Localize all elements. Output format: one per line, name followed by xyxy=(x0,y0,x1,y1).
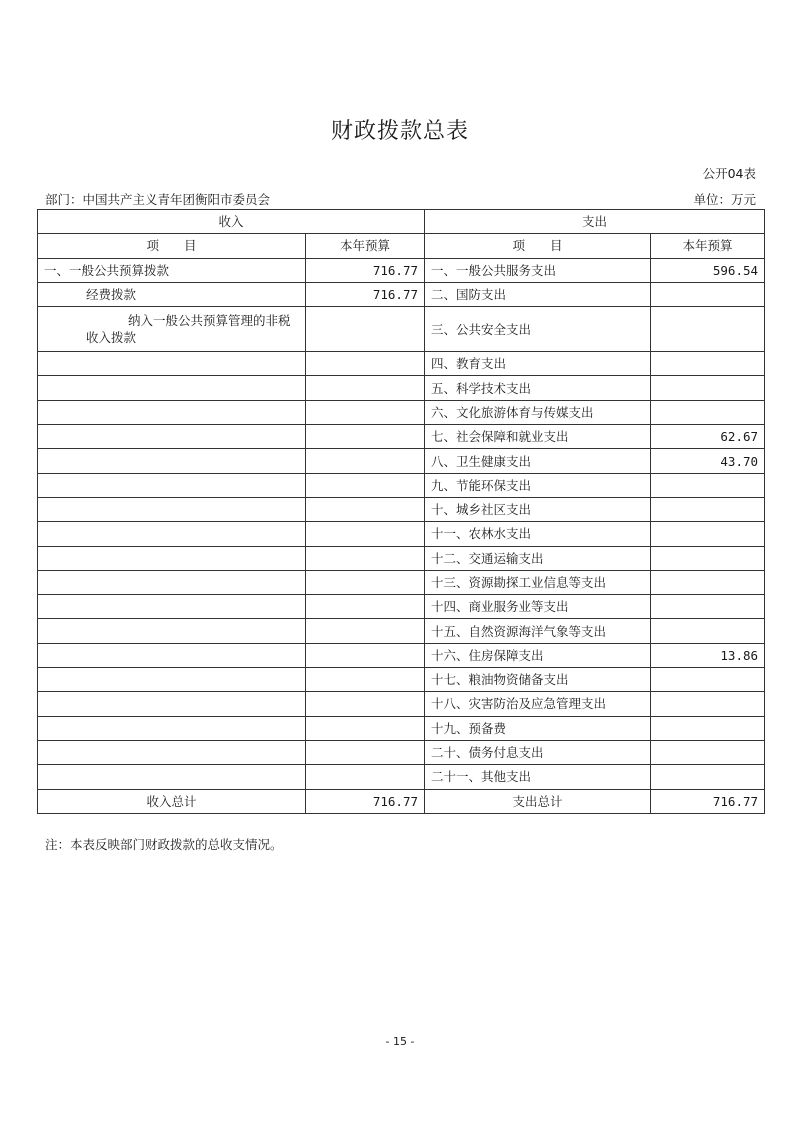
income-amount-cell xyxy=(306,595,425,619)
table-column-header-row xyxy=(38,234,765,258)
income-item-cell: 一、一般公共预算拨款 xyxy=(38,258,306,282)
expense-header: 支出 xyxy=(425,210,765,234)
department-label: 部门：中国共产主义青年团衡阳市委员会 xyxy=(45,192,271,207)
table-row xyxy=(38,765,765,789)
income-amount-cell xyxy=(306,765,425,789)
income-item-cell xyxy=(38,449,306,473)
expense-amount-cell xyxy=(651,497,765,521)
income-amount-cell xyxy=(306,425,425,449)
income-amount-cell xyxy=(306,522,425,546)
income-header: 收入 xyxy=(38,210,425,234)
table-row xyxy=(38,619,765,643)
expense-amount-cell: 43.70 xyxy=(651,449,765,473)
expense-item-cell: 八、卫生健康支出 xyxy=(425,449,651,473)
expense-item-cell: 十六、住房保障支出 xyxy=(425,643,651,667)
expense-item-cell: 十八、灾害防治及应急管理支出 xyxy=(425,692,651,716)
table-row xyxy=(38,282,765,306)
expense-amount-cell xyxy=(651,570,765,594)
expense-amount-cell xyxy=(651,522,765,546)
table-row xyxy=(38,668,765,692)
income-amount-cell: 716.77 xyxy=(306,282,425,306)
income-item-cell xyxy=(38,425,306,449)
table-row xyxy=(38,497,765,521)
table-row xyxy=(38,258,765,282)
income-amount-cell xyxy=(306,473,425,497)
income-amount-cell xyxy=(306,692,425,716)
income-item-header: 项 目 xyxy=(38,234,306,258)
expense-item-cell: 一、一般公共服务支出 xyxy=(425,258,651,282)
expense-amount-cell xyxy=(651,400,765,424)
expense-item-cell: 四、教育支出 xyxy=(425,352,651,376)
expense-amount-cell: 596.54 xyxy=(651,258,765,282)
income-amount-cell xyxy=(306,307,425,352)
total-row xyxy=(38,789,765,813)
expense-amount-cell xyxy=(651,716,765,740)
table-row xyxy=(38,522,765,546)
expense-amount-cell xyxy=(651,595,765,619)
income-item-cell xyxy=(38,352,306,376)
income-item-cell xyxy=(38,692,306,716)
expense-amount-cell xyxy=(651,546,765,570)
expense-amount-cell xyxy=(651,619,765,643)
expense-item-cell: 十三、资源勘探工业信息等支出 xyxy=(425,570,651,594)
table-row xyxy=(38,425,765,449)
expense-item-cell: 二、国防支出 xyxy=(425,282,651,306)
expense-item-cell: 二十、债务付息支出 xyxy=(425,740,651,764)
table-row xyxy=(38,400,765,424)
income-item-cell xyxy=(38,668,306,692)
income-item-cell xyxy=(38,740,306,764)
income-item-cell xyxy=(38,570,306,594)
form-number: 公开04表 xyxy=(702,166,756,181)
table-row xyxy=(38,595,765,619)
expense-amount-cell xyxy=(651,692,765,716)
page-title: 财政拨款总表 xyxy=(330,119,469,144)
income-amount-cell xyxy=(306,716,425,740)
income-item-cell xyxy=(38,546,306,570)
expense-amount-cell: 62.67 xyxy=(651,425,765,449)
table-note: 注：本表反映部门财政拨款的总收支情况。 xyxy=(45,837,283,852)
table-row xyxy=(38,692,765,716)
table-row xyxy=(38,449,765,473)
table-row xyxy=(38,740,765,764)
table-row xyxy=(38,546,765,570)
income-total-label: 收入总计 xyxy=(38,789,306,813)
income-amount-cell xyxy=(306,376,425,400)
table-row xyxy=(38,307,765,352)
expense-amount-cell xyxy=(651,473,765,497)
table-row xyxy=(38,570,765,594)
expense-item-cell: 七、社会保障和就业支出 xyxy=(425,425,651,449)
page-number: - 15 - xyxy=(385,1035,415,1048)
expense-item-cell: 九、节能环保支出 xyxy=(425,473,651,497)
income-item-cell xyxy=(38,376,306,400)
income-amount-cell xyxy=(306,449,425,473)
expense-amount-cell xyxy=(651,376,765,400)
income-amount-cell xyxy=(306,619,425,643)
expense-item-cell: 十、城乡社区支出 xyxy=(425,497,651,521)
expense-item-cell: 十五、自然资源海洋气象等支出 xyxy=(425,619,651,643)
table-row xyxy=(38,716,765,740)
expense-amount-cell xyxy=(651,352,765,376)
income-amount-cell xyxy=(306,352,425,376)
table-section-header-row xyxy=(38,210,765,234)
expense-total-amount: 716.77 xyxy=(651,789,765,813)
table-row xyxy=(38,473,765,497)
income-item-cell: 经费拨款 xyxy=(38,282,306,306)
table-row xyxy=(38,352,765,376)
expense-amount-cell xyxy=(651,765,765,789)
income-item-cell xyxy=(38,473,306,497)
income-budget-header: 本年预算 xyxy=(306,234,425,258)
income-item-cell xyxy=(38,522,306,546)
expense-item-cell: 十二、交通运输支出 xyxy=(425,546,651,570)
expense-item-cell: 六、文化旅游体育与传媒支出 xyxy=(425,400,651,424)
expense-amount-cell xyxy=(651,668,765,692)
income-amount-cell: 716.77 xyxy=(306,258,425,282)
income-item-cell: 纳入一般公共预算管理的非税收入拨款 xyxy=(38,307,306,352)
budget-table xyxy=(37,209,765,814)
income-amount-cell xyxy=(306,570,425,594)
expense-amount-cell xyxy=(651,307,765,352)
income-amount-cell xyxy=(306,643,425,667)
expense-amount-cell: 13.86 xyxy=(651,643,765,667)
income-amount-cell xyxy=(306,400,425,424)
income-total-amount: 716.77 xyxy=(306,789,425,813)
income-item-cell xyxy=(38,400,306,424)
expense-item-cell: 二十一、其他支出 xyxy=(425,765,651,789)
unit-label: 单位：万元 xyxy=(693,192,756,207)
income-item-cell xyxy=(38,765,306,789)
expense-item-cell: 五、科学技术支出 xyxy=(425,376,651,400)
income-item-cell xyxy=(38,716,306,740)
table-row xyxy=(38,643,765,667)
expense-item-cell: 十七、粮油物资储备支出 xyxy=(425,668,651,692)
expense-item-cell: 十四、商业服务业等支出 xyxy=(425,595,651,619)
income-amount-cell xyxy=(306,668,425,692)
income-amount-cell xyxy=(306,546,425,570)
expense-total-label: 支出总计 xyxy=(425,789,651,813)
table-row xyxy=(38,376,765,400)
expense-item-cell: 三、公共安全支出 xyxy=(425,307,651,352)
expense-item-header: 项 目 xyxy=(425,234,651,258)
income-item-cell xyxy=(38,643,306,667)
income-item-cell xyxy=(38,497,306,521)
expense-item-cell: 十九、预备费 xyxy=(425,716,651,740)
expense-item-cell: 十一、农林水支出 xyxy=(425,522,651,546)
income-item-cell xyxy=(38,619,306,643)
income-item-cell xyxy=(38,595,306,619)
expense-amount-cell xyxy=(651,740,765,764)
expense-budget-header: 本年预算 xyxy=(651,234,765,258)
expense-amount-cell xyxy=(651,282,765,306)
income-amount-cell xyxy=(306,740,425,764)
income-amount-cell xyxy=(306,497,425,521)
